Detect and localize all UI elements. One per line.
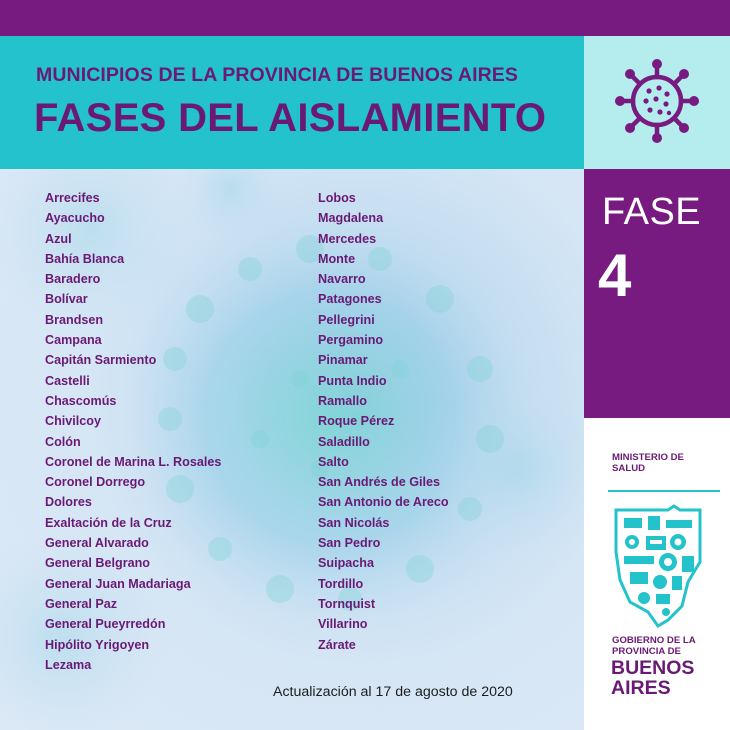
list-item: Colón [45,434,81,449]
list-item: San Andrés de Giles [318,475,441,490]
list-item: Monte [318,251,356,266]
list-item: Salto [318,454,349,469]
update-date-note: Actualización al 17 de agosto de 2020 [273,684,513,700]
list-item: Chascomús [45,393,117,408]
ministry-label-line-2: SALUD [612,463,646,474]
list-item: Coronel de Marina L. Rosales [45,454,222,469]
list-item: General Belgrano [45,556,150,571]
header-subtitle: MUNICIPIOS DE LA PROVINCIA DE BUENOS AIRES [36,64,518,86]
list-item: Zárate [318,637,356,652]
list-item: Pergamino [318,333,384,348]
municipalities-column-2 [318,188,449,655]
list-item: Hipólito Yrigoyen [45,637,150,652]
list-item: Dolores [45,495,92,510]
ministry-label-line-1: MINISTERIO DE [612,452,684,463]
list-item: Tornquist [318,596,376,611]
government-label [612,635,722,657]
list-item: Bolívar [45,292,88,307]
list-item: Suipacha [318,556,374,571]
header-title: FASES DEL AISLAMIENTO [34,96,547,140]
province-name-line-1: BUENOS [611,657,695,679]
list-item: Capitán Sarmiento [45,353,157,368]
list-item: Punta Indio [318,373,387,388]
list-item: Saladillo [318,434,370,449]
government-label-line-1: GOBIERNO DE LA [612,635,696,646]
list-item: General Alvarado [45,536,149,551]
list-item: Magdalena [318,211,384,226]
list-item: Bahía Blanca [45,251,125,266]
list-item: Lobos [318,191,356,205]
list-item: General Pueyrredón [45,617,166,632]
list-item: Azul [45,231,72,246]
phase-number: 4 [598,242,632,309]
list-item: Patagones [318,292,382,307]
list-item: Lezama [45,657,92,672]
province-name [611,658,726,698]
list-item: Arrecifes [45,191,100,205]
phase-box [584,169,730,418]
list-item: Castelli [45,373,90,388]
municipalities-panel [0,169,584,730]
list-item: Chivilcoy [45,414,101,429]
list-item: Campana [45,333,102,348]
list-item: San Nicolás [318,515,390,530]
list-item: Baradero [45,272,101,287]
list-item: Villarino [318,617,368,632]
ministry-panel [584,418,730,730]
list-item: Pellegrini [318,312,375,327]
list-item: San Pedro [318,536,381,551]
list-item: General Juan Madariaga [45,576,191,591]
list-item: San Antonio de Areco [318,495,449,510]
phase-label: FASE [602,191,702,233]
top-band [0,0,730,36]
list-item: Ayacucho [45,211,105,226]
virus-icon [614,58,700,144]
header-banner [0,36,584,169]
municipalities-column-1 [45,188,221,675]
list-item: Navarro [318,272,366,287]
list-item: Exaltación de la Cruz [45,515,172,530]
divider [608,490,720,492]
list-item: Ramallo [318,393,367,408]
list-item: Mercedes [318,231,377,246]
province-name-line-2: AIRES [611,677,671,699]
government-label-line-2: PROVINCIA DE [612,646,681,657]
list-item: Tordillo [318,576,364,591]
ministry-label [612,452,722,474]
list-item: Brandsen [45,312,104,327]
virus-icon-box [584,36,730,169]
list-item: Roque Pérez [318,414,395,429]
list-item: Pinamar [318,353,368,368]
province-coat-of-arms-icon [608,502,708,630]
list-item: Coronel Dorrego [45,475,146,490]
list-item: General Paz [45,596,118,611]
